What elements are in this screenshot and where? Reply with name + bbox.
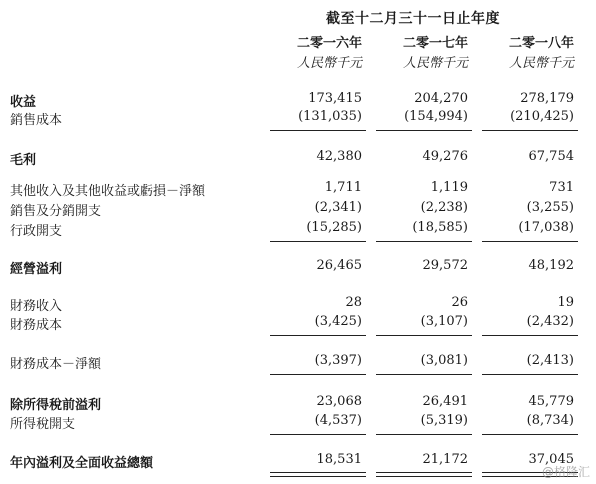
row-profit-before-tax — [0, 394, 596, 414]
row-label: 收益 — [10, 95, 37, 110]
value-2016: 23,068 — [316, 394, 362, 409]
row-label: 年內溢利及全面收益總額 — [10, 456, 154, 471]
subtotal-rule — [376, 374, 472, 375]
value-2016: (2,341) — [314, 200, 362, 215]
row-label: 銷售及分銷開支 — [10, 204, 102, 219]
row-gross-profit — [0, 149, 596, 169]
value-2018: 48,192 — [528, 258, 574, 273]
row-label: 毛利 — [10, 153, 37, 168]
row-label: 除所得稅前溢利 — [10, 398, 102, 413]
unit-label-2016: 人民幣千元 — [296, 56, 362, 71]
value-2017: (3,107) — [420, 314, 468, 329]
value-2017: (5,319) — [420, 413, 468, 428]
subtotal-rule — [270, 434, 366, 435]
row-income-tax — [0, 413, 596, 433]
subtotal-rule — [270, 241, 366, 242]
unit-label-2018: 人民幣千元 — [508, 56, 574, 71]
value-2016: 26,465 — [316, 258, 362, 273]
value-2017: (2,238) — [420, 200, 468, 215]
row-cost-of-sales — [0, 109, 596, 129]
row-label: 銷售成本 — [10, 113, 63, 128]
value-2016: 42,380 — [316, 149, 362, 164]
value-2018: 45,779 — [528, 394, 574, 409]
row-admin-expenses — [0, 220, 596, 240]
value-2018: 19 — [557, 295, 574, 310]
value-2017: (154,994) — [404, 109, 468, 124]
unit-label-2017: 人民幣千元 — [402, 56, 468, 71]
row-finance-costs-net — [0, 353, 596, 373]
subtotal-rule — [376, 434, 472, 435]
value-2017: 204,270 — [414, 91, 468, 106]
row-finance-costs — [0, 314, 596, 334]
value-2017: (18,585) — [412, 220, 468, 235]
value-2016: (131,035) — [298, 109, 362, 124]
year-2017-heading: 二零一七年 — [402, 36, 468, 51]
row-revenue — [0, 91, 596, 111]
total-double-rule — [376, 472, 472, 477]
year-2016-heading: 二零一六年 — [296, 36, 362, 51]
value-2016: (4,537) — [314, 413, 362, 428]
value-2018: 67,754 — [528, 149, 574, 164]
period-heading: 截至十二月三十一日止年度 — [326, 11, 500, 27]
value-2016: 173,415 — [308, 91, 362, 106]
value-2018: 278,179 — [520, 91, 574, 106]
year-2018-heading: 二零一八年 — [508, 36, 574, 51]
row-label: 經營溢利 — [10, 262, 63, 277]
value-2018: 731 — [549, 180, 574, 195]
value-2016: 28 — [345, 295, 362, 310]
row-total-comprehensive-income — [0, 452, 596, 472]
value-2017: (3,081) — [420, 353, 468, 368]
row-finance-income — [0, 295, 596, 315]
value-2017: 49,276 — [422, 149, 468, 164]
value-2016: (15,285) — [306, 220, 362, 235]
subtotal-rule — [270, 130, 366, 131]
subtotal-rule — [482, 374, 578, 375]
value-2016: 18,531 — [316, 452, 362, 467]
row-label: 財務成本－淨額 — [10, 357, 102, 372]
value-2018: 37,045 — [528, 452, 574, 467]
value-2018: (2,432) — [526, 314, 574, 329]
subtotal-rule — [482, 434, 578, 435]
subtotal-rule — [270, 335, 366, 336]
value-2018: (8,734) — [526, 413, 574, 428]
value-2017: 26 — [451, 295, 468, 310]
row-label: 所得稅開支 — [10, 417, 76, 432]
row-operating-profit — [0, 258, 596, 278]
row-other-income — [0, 180, 596, 200]
value-2016: (3,425) — [314, 314, 362, 329]
row-label: 行政開支 — [10, 224, 63, 239]
subtotal-rule — [270, 374, 366, 375]
value-2018: (210,425) — [510, 109, 574, 124]
value-2017: 26,491 — [422, 394, 468, 409]
subtotal-rule — [376, 335, 472, 336]
value-2017: 21,172 — [422, 452, 468, 467]
subtotal-rule — [482, 241, 578, 242]
row-label: 財務成本 — [10, 318, 63, 333]
total-double-rule — [270, 472, 366, 477]
value-2017: 29,572 — [422, 258, 468, 273]
value-2016: 1,711 — [324, 180, 362, 195]
subtotal-rule — [376, 241, 472, 242]
value-2018: (3,255) — [526, 200, 574, 215]
subtotal-rule — [482, 130, 578, 131]
value-2017: 1,119 — [430, 180, 468, 195]
value-2018: (2,413) — [526, 353, 574, 368]
row-selling-expenses — [0, 200, 596, 220]
subtotal-rule — [376, 130, 472, 131]
value-2016: (3,397) — [314, 353, 362, 368]
row-label: 其他收入及其他收益或虧損－淨額 — [10, 184, 206, 199]
value-2018: (17,038) — [518, 220, 574, 235]
subtotal-rule — [482, 335, 578, 336]
watermark: @格隆汇 — [541, 465, 590, 479]
row-label: 財務收入 — [10, 299, 63, 314]
